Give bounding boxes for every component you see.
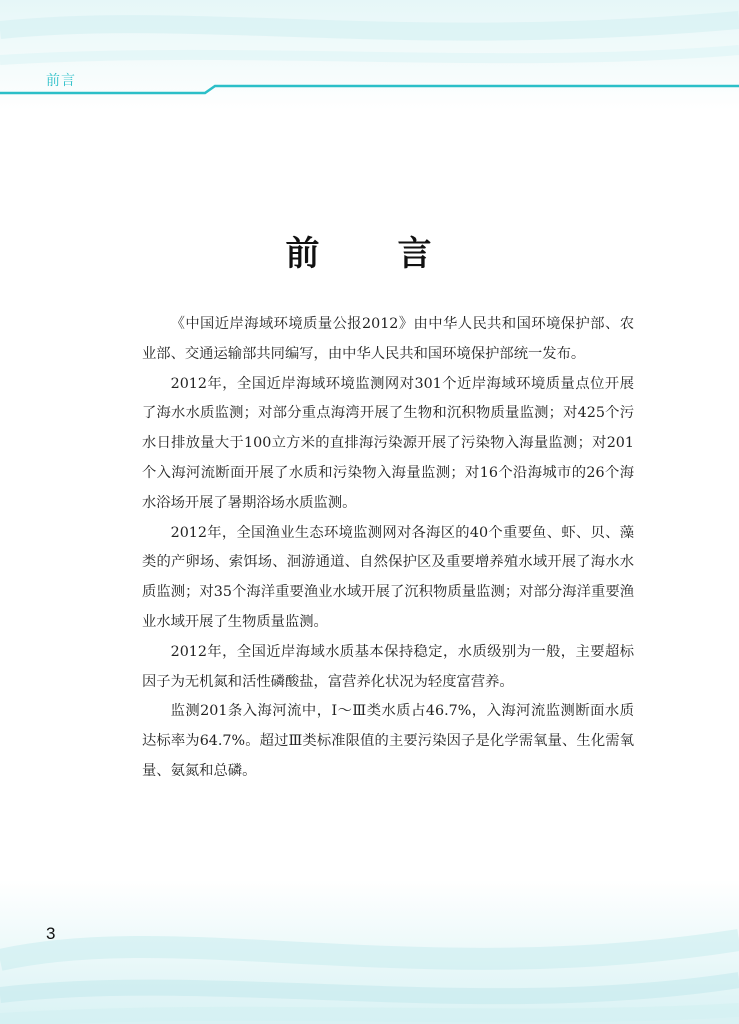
header-decoration (0, 0, 739, 110)
paragraph: 监测201条入海河流中，Ⅰ～Ⅲ类水质占46.7%，入海河流监测断面水质达标率为64.7%。超过Ⅲ类标准限值的主要污染因子是化学需氧量、生化需氧量、氨氮和总磷。 (142, 703, 634, 779)
page-number: 3 (46, 924, 56, 943)
paragraph: 2012年，全国近岸海域水质基本保持稳定，水质级别为一般，主要超标因子为无机氮和活性磷酸盐，富营养化状况为轻度富营养。 (142, 643, 634, 690)
paragraph: 2012年，全国近岸海域环境监测网对301个近岸海域环境质量点位开展了海水水质监测；对部分重点海湾开展了生物和沉积物质量监测；对425个污水日排放量大于100立方米的直排海污染源开展了污染物入海量监测；对201个入海河流断面开展了水质和污染物入海量监测；对16个沿海城市的26个海水浴场开展了暑期浴场水质监测。 (142, 375, 634, 511)
paragraph: 2012年，全国渔业生态环境监测网对各海区的40个重要鱼、虾、贝、藻类的产卵场、索饵场、洄游通道、自然保护区及重要增养殖水域开展了海水水质监测；对35个海洋重要渔业水域开展了沉积物质量监测；对部分海洋重要渔业水域开展了生物质量监测。 (142, 524, 634, 630)
header-section-label: 前言 (46, 73, 76, 89)
page-title: 前 言 (285, 234, 454, 274)
paragraph: 《中国近岸海域环境质量公报2012》由中华人民共和国环境保护部、农业部、交通运输部共同编写，由中华人民共和国环境保护部统一发布。 (142, 316, 634, 362)
body-text (142, 310, 634, 787)
footer-decoration (0, 880, 739, 1024)
